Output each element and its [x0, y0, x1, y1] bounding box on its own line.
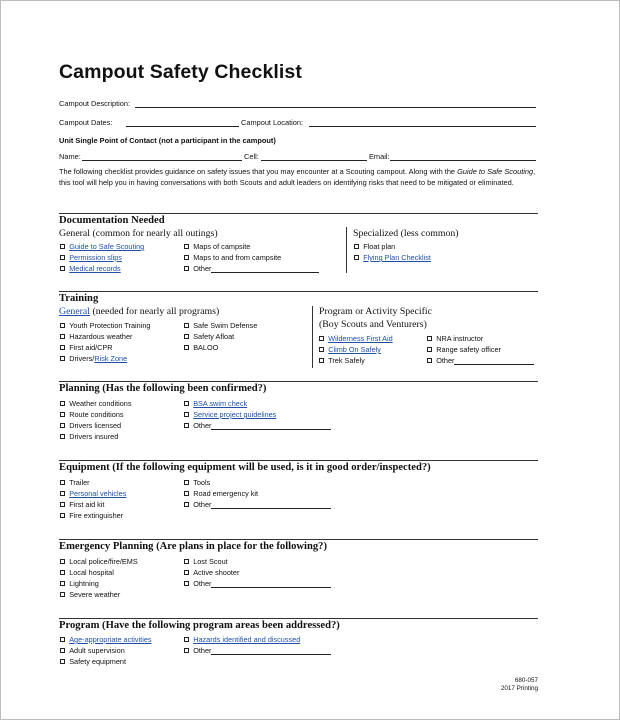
documentation-divider [346, 227, 347, 273]
train-ypt-label: Youth Protection Training [69, 321, 151, 330]
doc-medical-records-link[interactable]: Medical records [69, 264, 121, 273]
checkbox-icon[interactable] [184, 570, 189, 575]
checkbox-icon[interactable] [60, 334, 65, 339]
equip-first-aid-kit-item[interactable] [60, 500, 104, 509]
contact-cell-field[interactable] [261, 160, 367, 161]
planning-heading: Planning (Has the following been confirmed?) [59, 383, 267, 394]
train-other-label: Other [436, 356, 455, 365]
contact-heading: Unit Single Point of Contact (not a participant in the campout) [59, 136, 276, 145]
prog-adult-supervision-label: Adult supervision [69, 646, 125, 655]
checkbox-icon[interactable] [60, 345, 65, 350]
train-safe-swim-item[interactable] [184, 321, 257, 330]
intro-text [59, 166, 537, 188]
train-trek-safely-item[interactable] [319, 356, 365, 365]
emerg-severe-weather-item[interactable] [60, 590, 120, 599]
plan-swim-check-link[interactable]: BSA swim check [193, 399, 248, 408]
prog-hazards-item[interactable] [184, 635, 300, 644]
checkbox-icon[interactable] [60, 323, 65, 328]
equip-road-kit-item[interactable] [184, 489, 258, 498]
plan-weather-label: Weather conditions [69, 399, 132, 408]
plan-route-label: Route conditions [69, 410, 124, 419]
train-safety-afloat-item[interactable] [184, 332, 234, 341]
training-program-sub: (Boy Scouts and Venturers) [319, 319, 427, 330]
checkbox-icon[interactable] [184, 266, 189, 271]
contact-name-label: Name: [59, 152, 81, 161]
train-wfa-link[interactable]: Wilderness First Aid [328, 334, 393, 343]
prog-age-appropriate-link[interactable]: Age-appropriate activities [69, 635, 152, 644]
checkbox-icon[interactable] [354, 244, 359, 249]
emerg-other-item[interactable] [184, 579, 331, 588]
equip-tools-label: Tools [193, 478, 211, 487]
contact-name-field[interactable] [82, 160, 242, 161]
intro-part1: The following checklist provides guidance on safety issues that you may encounter at a Scouting campout. Along with the [59, 167, 458, 176]
plan-swim-check-item[interactable] [184, 399, 247, 408]
train-hazardous-weather-item[interactable] [60, 332, 132, 341]
train-first-aid-label: First aid/CPR [69, 343, 113, 352]
doc-other-item[interactable] [184, 264, 319, 273]
checkbox-icon[interactable] [319, 347, 324, 352]
equipment-heading: Equipment (If the following equipment will be used, is it in good order/inspected?) [59, 462, 431, 473]
training-general-heading [59, 306, 219, 317]
contact-email-field[interactable] [390, 160, 536, 161]
documentation-specialized-heading: Specialized (less common) [353, 228, 459, 239]
campout-dates-field[interactable] [126, 126, 239, 127]
train-baloo-item[interactable] [184, 343, 218, 352]
emerg-lightning-label: Lightning [69, 579, 99, 588]
train-drivers-item[interactable] [60, 354, 127, 363]
checkbox-icon[interactable] [427, 347, 432, 352]
train-climb-on-item[interactable] [319, 345, 381, 354]
emergency-heading: Emergency Planning (Are plans in place for the following?) [59, 541, 327, 552]
documentation-heading: Documentation Needed [59, 215, 165, 226]
train-drivers-label: Drivers/ [69, 354, 95, 363]
training-rule [59, 291, 538, 292]
checkbox-icon[interactable] [60, 581, 65, 586]
plan-drivers-insured-item[interactable] [60, 432, 118, 441]
train-safe-swim-label: Safe Swim Defense [193, 321, 258, 330]
doc-maps-to-from-label: Maps to and from campsite [193, 253, 282, 262]
emerg-hospital-label: Local hospital [69, 568, 114, 577]
equip-road-kit-label: Road emergency kit [193, 489, 259, 498]
emerg-police-item[interactable] [60, 557, 138, 566]
program-heading: Program (Have the following program areas been addressed?) [59, 620, 340, 631]
prog-age-appropriate-item[interactable] [60, 635, 152, 644]
training-general-rest: (needed for nearly all programs) [90, 306, 220, 317]
documentation-rule [59, 213, 538, 214]
emerg-severe-weather-label: Severe weather [69, 590, 121, 599]
checkbox-icon[interactable] [184, 255, 189, 260]
train-wfa-item[interactable] [319, 334, 393, 343]
train-range-officer-item[interactable] [427, 345, 501, 354]
checkbox-icon[interactable] [60, 559, 65, 564]
equip-trailer-label: Trailer [69, 478, 90, 487]
checkbox-icon[interactable] [60, 570, 65, 575]
doc-other-label: Other [193, 264, 212, 273]
checkbox-icon[interactable] [184, 423, 189, 428]
form-code: 680-057 [514, 677, 538, 684]
prog-other-field[interactable] [211, 647, 331, 655]
doc-float-plan-label: Float plan [363, 242, 396, 251]
training-divider [312, 306, 313, 368]
doc-flying-plan-item[interactable] [354, 253, 431, 262]
equip-personal-vehicles-item[interactable] [60, 489, 126, 498]
checkbox-icon[interactable] [184, 648, 189, 653]
doc-maps-campsite-item[interactable] [184, 242, 250, 251]
checkbox-icon[interactable] [184, 502, 189, 507]
checkbox-icon[interactable] [60, 592, 65, 597]
documentation-general-heading: General (common for nearly all outings) [59, 228, 218, 239]
plan-other-item[interactable] [184, 421, 331, 430]
plan-drivers-licensed-item[interactable] [60, 421, 121, 430]
training-program-heading: Program or Activity Specific [319, 306, 432, 317]
program-rule [59, 618, 538, 619]
train-other-item[interactable] [427, 356, 534, 365]
checkbox-icon[interactable] [427, 336, 432, 341]
checkbox-icon[interactable] [60, 648, 65, 653]
prog-hazards-link[interactable]: Hazards identified and discussed [193, 635, 301, 644]
doc-maps-campsite-label: Maps of campsite [193, 242, 251, 251]
doc-guide-safe-scouting-item[interactable] [60, 242, 144, 251]
train-risk-zone-link[interactable]: Risk Zone [94, 354, 128, 363]
checkbox-icon[interactable] [184, 480, 189, 485]
checkbox-icon[interactable] [184, 637, 189, 642]
checkbox-icon[interactable] [354, 255, 359, 260]
doc-medical-records-item[interactable] [60, 264, 121, 273]
checkbox-icon[interactable] [184, 491, 189, 496]
emerg-other-label: Other [193, 579, 212, 588]
emerg-police-label: Local police/fire/EMS [69, 557, 138, 566]
checkbox-icon[interactable] [60, 659, 65, 664]
equip-fire-extinguisher-label: Fire extinguisher [69, 511, 124, 520]
prog-safety-equipment-label: Safety equipment [69, 657, 126, 666]
prog-other-item[interactable] [184, 646, 331, 655]
emerg-active-shooter-label: Active shooter [193, 568, 240, 577]
train-hazardous-weather-label: Hazardous weather [69, 332, 133, 341]
train-range-officer-label: Range safety officer [436, 345, 501, 354]
checkbox-icon[interactable] [60, 356, 65, 361]
doc-permission-slips-item[interactable] [60, 253, 122, 262]
checkbox-icon[interactable] [184, 401, 189, 406]
equip-trailer-item[interactable] [60, 478, 90, 487]
doc-permission-slips-link[interactable]: Permission slips [69, 253, 122, 262]
train-trek-safely-label: Trek Safely [328, 356, 365, 365]
form-code-footer [481, 677, 538, 693]
checkbox-icon[interactable] [60, 637, 65, 642]
checkbox-icon[interactable] [60, 255, 65, 260]
emerg-hospital-item[interactable] [60, 568, 114, 577]
train-nra-item[interactable] [427, 334, 483, 343]
checkbox-icon[interactable] [60, 244, 65, 249]
contact-email-label: Email: [369, 152, 390, 161]
prog-safety-equipment-item[interactable] [60, 657, 126, 666]
checkbox-icon[interactable] [60, 423, 65, 428]
checkbox-icon[interactable] [60, 412, 65, 417]
doc-guide-safe-scouting-link[interactable]: Guide to Safe Scouting [69, 242, 145, 251]
train-nra-label: NRA instructor [436, 334, 484, 343]
equip-other-item[interactable] [184, 500, 331, 509]
checkbox-icon[interactable] [60, 502, 65, 507]
campout-description-field[interactable] [135, 107, 536, 108]
checkbox-icon[interactable] [427, 358, 432, 363]
emerg-lightning-item[interactable] [60, 579, 99, 588]
doc-float-plan-item[interactable] [354, 242, 395, 251]
plan-service-project-link[interactable]: Service project guidelines [193, 410, 277, 419]
checkbox-icon[interactable] [184, 412, 189, 417]
train-safety-afloat-label: Safety Afloat [193, 332, 235, 341]
train-first-aid-item[interactable] [60, 343, 113, 352]
prog-other-label: Other [193, 646, 212, 655]
checkbox-icon[interactable] [184, 581, 189, 586]
doc-flying-plan-link[interactable]: Flying Plan Checklist [363, 253, 431, 262]
plan-drivers-insured-label: Drivers insured [69, 432, 119, 441]
checkbox-icon[interactable] [60, 434, 65, 439]
checkbox-icon[interactable] [184, 559, 189, 564]
checkbox-icon[interactable] [319, 336, 324, 341]
emerg-active-shooter-item[interactable] [184, 568, 239, 577]
checkbox-icon[interactable] [319, 358, 324, 363]
train-ypt-item[interactable] [60, 321, 150, 330]
checkbox-icon[interactable] [184, 244, 189, 249]
campout-location-label: Campout Location: [241, 118, 304, 127]
checkbox-icon[interactable] [60, 491, 65, 496]
equip-personal-vehicles-link[interactable]: Personal vehicles [69, 489, 127, 498]
prog-adult-supervision-item[interactable] [60, 646, 125, 655]
plan-drivers-licensed-label: Drivers licensed [69, 421, 122, 430]
equip-fire-extinguisher-item[interactable] [60, 511, 123, 520]
checkbox-icon[interactable] [60, 266, 65, 271]
emerg-lost-scout-item[interactable] [184, 557, 228, 566]
checkbox-icon[interactable] [184, 323, 189, 328]
emergency-rule [59, 539, 538, 540]
checkbox-icon[interactable] [60, 480, 65, 485]
page-title: Campout Safety Checklist [59, 61, 302, 83]
equipment-rule [59, 460, 538, 461]
plan-other-label: Other [193, 421, 212, 430]
checkbox-icon[interactable] [184, 345, 189, 350]
plan-other-field[interactable] [211, 422, 331, 430]
campout-description-label: Campout Description: [59, 99, 131, 108]
training-general-link[interactable]: General [59, 306, 91, 317]
checkbox-icon[interactable] [184, 334, 189, 339]
emerg-other-field[interactable] [211, 580, 331, 588]
plan-weather-item[interactable] [60, 399, 132, 408]
planning-rule [59, 381, 538, 382]
train-baloo-label: BALOO [193, 343, 219, 352]
equip-tools-item[interactable] [184, 478, 210, 487]
intro-part2: , this tool will help you in having conversations with both Scouts and adult leaders on identifying risks that need to be mitigated or eliminated. [59, 167, 536, 187]
emerg-lost-scout-label: Lost Scout [193, 557, 228, 566]
checkbox-icon[interactable] [60, 401, 65, 406]
training-heading: Training [59, 293, 99, 304]
equip-first-aid-kit-label: First aid kit [69, 500, 105, 509]
equip-other-label: Other [193, 500, 212, 509]
plan-route-item[interactable] [60, 410, 124, 419]
campout-dates-label: Campout Dates: [59, 118, 113, 127]
equip-other-field[interactable] [211, 501, 331, 509]
campout-location-field[interactable] [309, 126, 536, 127]
intro-guide-italic: Guide to Safe Scouting [457, 167, 534, 176]
contact-cell-label: Cell: [244, 152, 259, 161]
doc-maps-to-from-item[interactable] [184, 253, 281, 262]
doc-other-field[interactable] [211, 265, 319, 273]
train-other-field[interactable] [454, 357, 534, 365]
train-climb-on-link[interactable]: Climb On Safely [328, 345, 381, 354]
printing-year: 2017 Printing [500, 685, 538, 692]
plan-service-project-item[interactable] [184, 410, 276, 419]
checkbox-icon[interactable] [60, 513, 65, 518]
